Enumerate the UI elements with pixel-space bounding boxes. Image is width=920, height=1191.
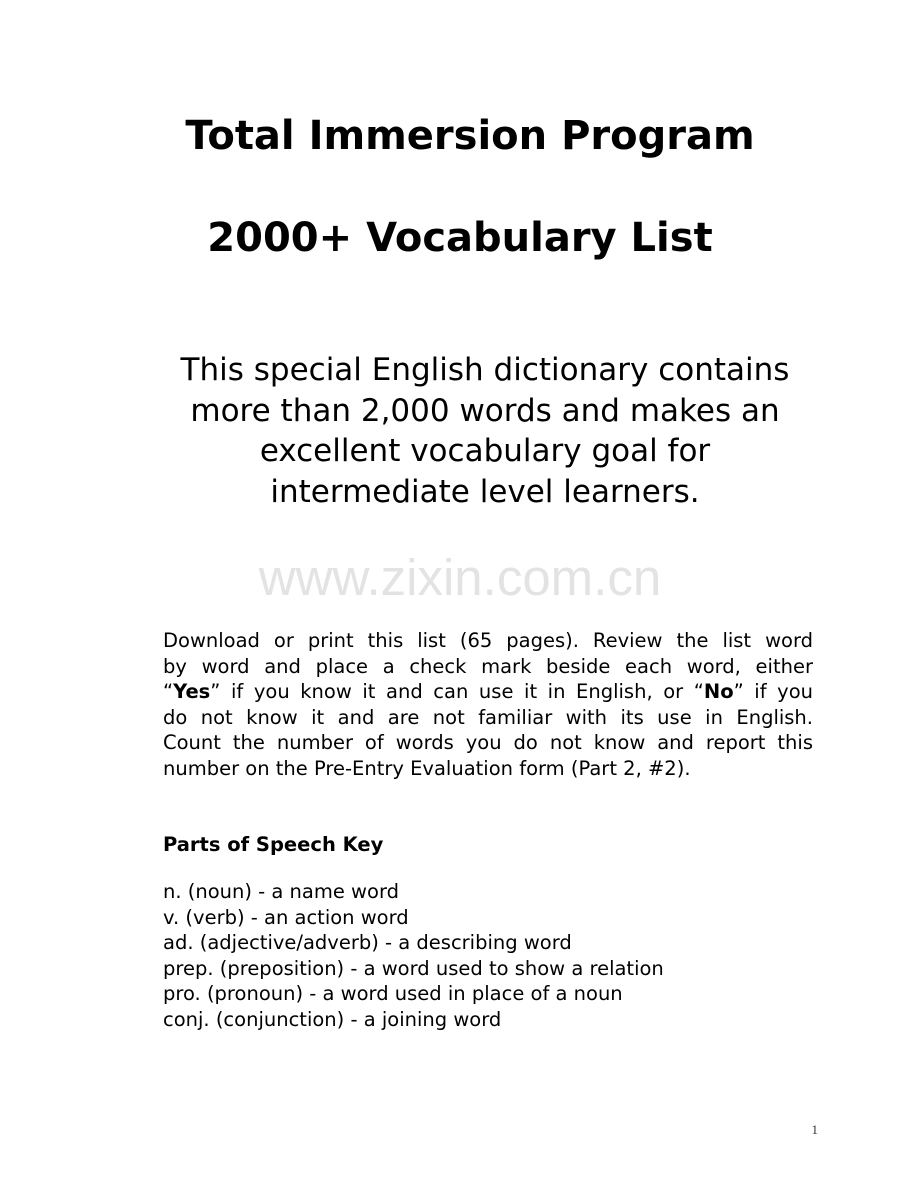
intro-line: more than 2,000 words and makes an xyxy=(190,392,780,429)
instructions-line: Count the number of words you do not know and report this xyxy=(163,731,813,755)
open-quote: “ xyxy=(163,680,174,704)
instructions-paragraph xyxy=(163,628,813,782)
instructions-text: ” if you xyxy=(733,680,813,704)
instructions-line: by word and place a check mark beside each word, either xyxy=(163,654,813,678)
watermark: www.zixin.com.cn xyxy=(258,549,662,606)
list-item: v. (verb) - an action word xyxy=(163,905,409,929)
list-item: ad. (adjective/adverb) - a describing word xyxy=(163,931,572,955)
list-item: conj. (conjunction) - a joining word xyxy=(163,1007,502,1031)
instructions-line: number on the Pre-Entry Evaluation form (Part 2, #2). xyxy=(163,756,691,780)
intro-paragraph xyxy=(150,350,820,512)
instructions-line: Download or print this list (65 pages). Review the list word xyxy=(163,629,813,652)
intro-line: excellent vocabulary goal for xyxy=(259,433,711,469)
parts-of-speech-list xyxy=(163,879,664,1033)
intro-line: This special English dictionary contains xyxy=(180,352,790,388)
page-number: 1 xyxy=(811,1122,818,1137)
instructions-line-yes-no xyxy=(163,679,813,705)
list-item: n. (noun) - a name word xyxy=(163,880,399,903)
intro-line: intermediate level learners. xyxy=(270,473,700,510)
yes-keyword: Yes xyxy=(173,680,211,704)
program-title: Total Immersion Program xyxy=(185,113,755,159)
instructions-line: do not know it and are not familiar with its use in English. xyxy=(163,705,813,729)
no-keyword: No xyxy=(703,680,734,704)
list-item: prep. (preposition) - a word used to show a relation xyxy=(163,956,664,980)
list-item: pro. (pronoun) - a word used in place of a noun xyxy=(163,982,623,1006)
parts-of-speech-heading: Parts of Speech Key xyxy=(163,833,384,856)
vocabulary-list-title: 2000+ Vocabulary List xyxy=(207,215,713,261)
instructions-text: ” if you know it and can use it in English, or “ xyxy=(210,680,704,704)
